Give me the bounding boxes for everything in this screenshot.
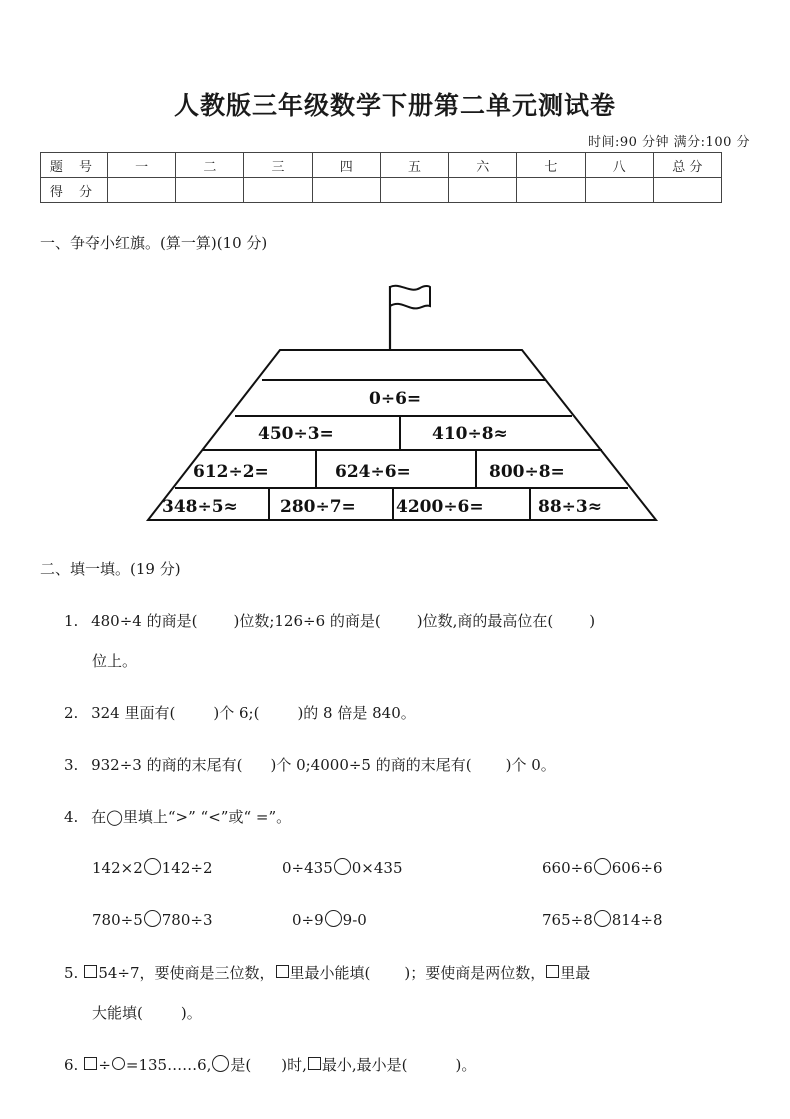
score-cell[interactable] (653, 178, 721, 203)
pyramid-problem: 348÷5≈ (162, 497, 238, 517)
pyramid-figure (0, 270, 790, 530)
score-cell[interactable] (449, 178, 517, 203)
compare-circle-input[interactable] (594, 910, 611, 927)
pyramid-problem: 450÷3= (258, 424, 334, 444)
square-input[interactable] (84, 1057, 97, 1070)
score-cell[interactable] (244, 178, 312, 203)
question-5-line2: 大能填( )。 (92, 1004, 202, 1022)
score-table-col: 八 (585, 153, 653, 178)
question-5: 5. 54÷7，要使商是三位数， 里最小能填( )；要使商是两位数， 里最 (64, 964, 591, 982)
question-1: 1. 480÷4 的商是( )位数;126÷6 的商是( )位数,商的最高位在( ) (64, 612, 596, 630)
compare-circle-input[interactable] (325, 910, 342, 927)
score-cell[interactable] (312, 178, 380, 203)
score-cell[interactable] (517, 178, 585, 203)
score-cell[interactable] (380, 178, 448, 203)
time-info: 时间:90 分钟 满分:100 分 (587, 135, 750, 150)
pyramid-problem: 0÷6= (369, 389, 422, 409)
question-2: 2. 324 里面有( )个 6;( )的 8 倍是 840。 (64, 704, 416, 722)
compare-item: 142×2 142÷2 (92, 859, 213, 877)
question-number: 4. (64, 808, 79, 826)
score-table-col: 总 分 (653, 153, 721, 178)
score-table-col: 二 (176, 153, 244, 178)
section1-heading: 一、争夺小红旗。(算一算)(10 分) (40, 234, 268, 252)
pyramid-problem: 612÷2= (193, 462, 269, 482)
question-6: 6. ÷ =135……6, 是( )时, 最小,最小是( )。 (64, 1056, 477, 1074)
flag-icon (390, 286, 430, 309)
question-number: 5. (64, 964, 79, 982)
question-1-line2: 位上。 (92, 652, 138, 670)
question-3: 3. 932÷3 的商的末尾有( )个 0;4000÷5 的商的末尾有( )个 0。 (64, 756, 556, 774)
compare-item: 780÷5 780÷3 (92, 911, 213, 929)
pyramid-problem: 280÷7= (280, 497, 356, 517)
compare-circle-input[interactable] (144, 858, 161, 875)
question-number: 3. (64, 756, 79, 774)
score-table-col: 四 (312, 153, 380, 178)
score-table-col: 一 (108, 153, 176, 178)
score-cell[interactable] (108, 178, 176, 203)
question-number: 6. (64, 1056, 79, 1074)
pyramid-problem: 800÷8= (489, 462, 565, 482)
score-table-row-label: 题 号 (41, 153, 108, 178)
square-input[interactable] (84, 965, 97, 978)
compare-item: 0÷9 9-0 (292, 911, 367, 929)
circle-input[interactable] (112, 1057, 125, 1070)
score-table-header-row (41, 153, 722, 178)
score-table-col: 三 (244, 153, 312, 178)
compare-item: 765÷8 814÷8 (542, 911, 663, 929)
compare-circle-input[interactable] (334, 858, 351, 875)
score-cell[interactable] (585, 178, 653, 203)
compare-circle-input[interactable] (594, 858, 611, 875)
score-table-col: 六 (449, 153, 517, 178)
question-4: 4. 在◯里填上“>” “<”或“ =”。 (64, 808, 292, 826)
square-input[interactable] (546, 965, 559, 978)
compare-item: 660÷6 606÷6 (542, 859, 663, 877)
pyramid-problem: 4200÷6= (396, 497, 484, 517)
score-table (40, 152, 722, 203)
pyramid-problem: 624÷6= (335, 462, 411, 482)
square-input[interactable] (276, 965, 289, 978)
score-table-col: 七 (517, 153, 585, 178)
compare-item: 0÷435 0×435 (282, 859, 403, 877)
question-number: 1. (64, 612, 79, 630)
score-table-score-row (41, 178, 722, 203)
pyramid-outline (148, 350, 656, 520)
square-input[interactable] (308, 1057, 321, 1070)
pyramid-problem: 410÷8≈ (432, 424, 508, 444)
circle-input[interactable] (212, 1055, 229, 1072)
pyramid-problem: 88÷3≈ (538, 497, 602, 517)
compare-circle-input[interactable] (144, 910, 161, 927)
question-number: 2. (64, 704, 79, 722)
score-table-row-label: 得 分 (41, 178, 108, 203)
section2-heading: 二、填一填。(19 分) (40, 560, 181, 578)
page-title: 人教版三年级数学下册第二单元测试卷 (173, 91, 616, 120)
score-cell[interactable] (176, 178, 244, 203)
score-table-col: 五 (380, 153, 448, 178)
